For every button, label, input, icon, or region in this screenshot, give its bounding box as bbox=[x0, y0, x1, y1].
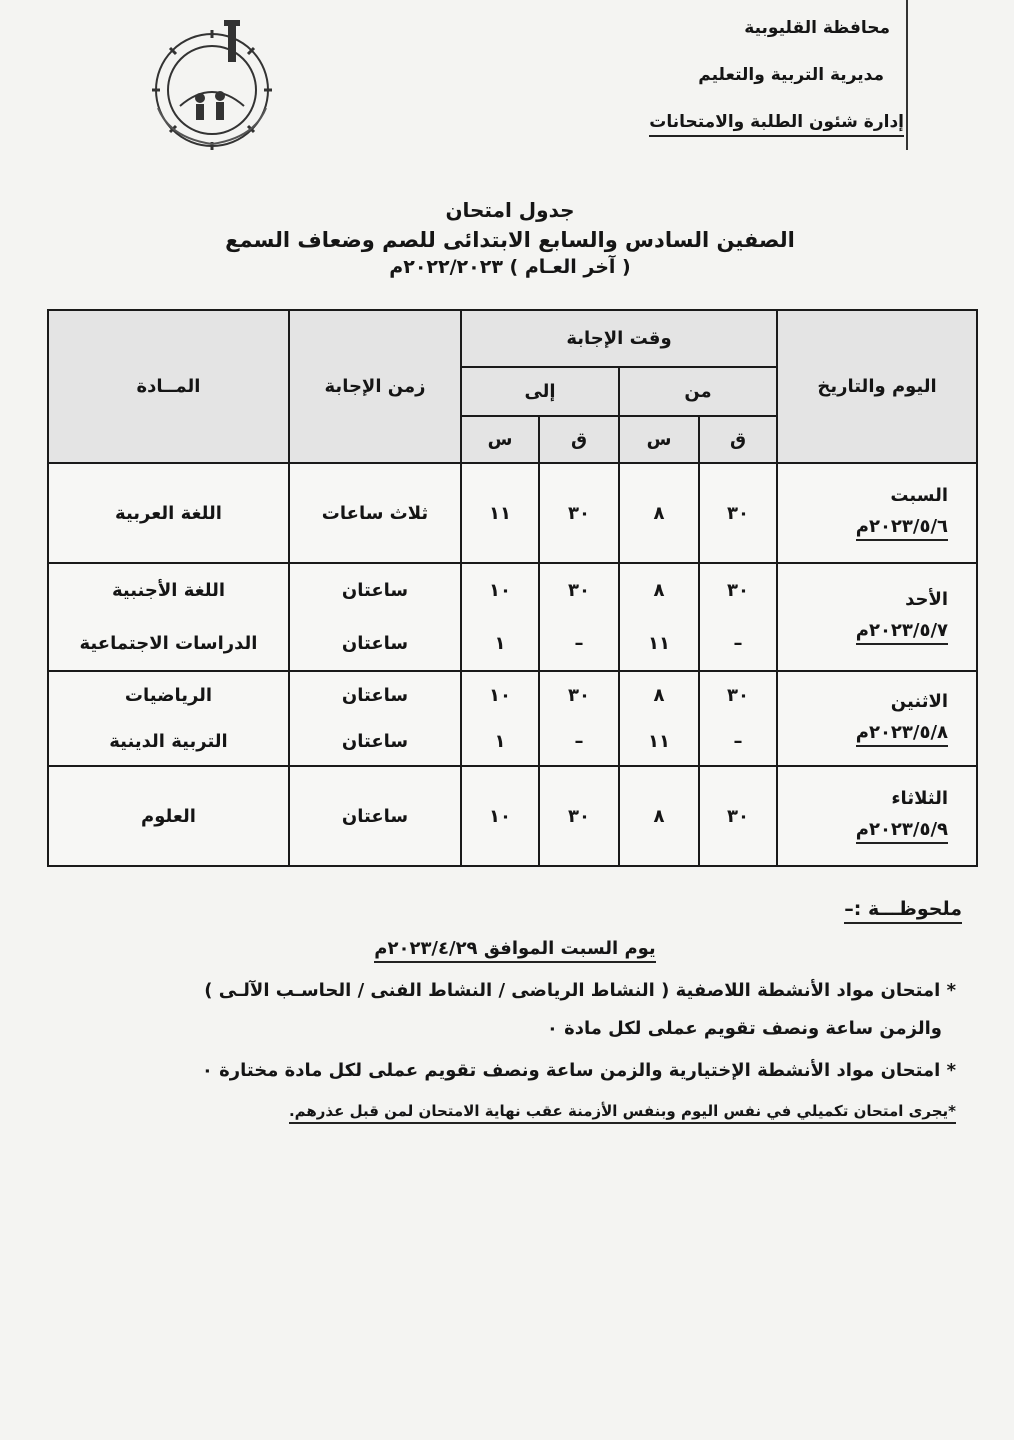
notes-date-text: يوم السبت الموافق ٢٠٢٣/٤/٢٩م bbox=[374, 938, 655, 963]
duration-cell: ثلاث ساعات bbox=[289, 463, 461, 563]
cell-value: التربية الدينية bbox=[109, 731, 228, 753]
cell-value: – bbox=[733, 731, 743, 753]
header-day-date: اليوم والتاريخ bbox=[777, 310, 977, 463]
directorate-logo bbox=[140, 18, 285, 153]
note-makeup-text: *يجرى امتحان تكميلي في نفس اليوم وبنفس الأزمنة عقب نهاية الامتحان لمن قبل عذرهم. bbox=[289, 1102, 956, 1124]
header-from-hour: س bbox=[619, 416, 699, 463]
day-name: الثلاثاء bbox=[891, 788, 949, 809]
to-hour-cell bbox=[461, 563, 539, 671]
exam-date: ٢٠٢٣/٥/٩م bbox=[856, 819, 948, 844]
header-from: من bbox=[619, 367, 777, 416]
header-answer-time: وقت الإجابة bbox=[461, 310, 777, 367]
cell-value: ١١ bbox=[648, 731, 671, 753]
letterhead bbox=[649, 18, 904, 164]
day-date-cell bbox=[777, 563, 977, 671]
cell-value: ساعتان bbox=[341, 731, 409, 753]
cell-value: ١ bbox=[494, 633, 506, 654]
cell-value: ساعتان bbox=[341, 684, 409, 706]
title-line-2: الصفين السادس والسابع الابتدائى للصم وضعاف السمع bbox=[225, 228, 795, 252]
subject-cell: العلوم bbox=[48, 766, 289, 866]
exam-date: ٢٠٢٣/٥/٦م bbox=[856, 516, 948, 541]
from-min-cell bbox=[699, 671, 777, 766]
to-hour-cell: ١٠ bbox=[461, 766, 539, 866]
day-date-cell bbox=[777, 766, 977, 866]
cell-value: ٨ bbox=[653, 684, 665, 706]
duration-cell bbox=[289, 563, 461, 671]
from-hour-cell bbox=[619, 563, 699, 671]
cell-value: الدراسات الاجتماعية bbox=[79, 633, 258, 654]
from-min-cell bbox=[699, 563, 777, 671]
day-name: الاثنين bbox=[890, 690, 949, 712]
cell-value: – bbox=[733, 633, 743, 654]
duration-cell bbox=[289, 671, 461, 766]
from-min-cell: ٣٠ bbox=[699, 463, 777, 563]
subject-cell: اللغة العربية bbox=[48, 463, 289, 563]
duration-cell: ساعتان bbox=[289, 766, 461, 866]
to-min-cell: ٣٠ bbox=[539, 766, 619, 866]
note-activities-cont: والزمن ساعة ونصف تقويم عملى لكل مادة ٠ bbox=[546, 1018, 942, 1039]
cell-value: ١١ bbox=[648, 633, 671, 654]
exam-schedule-table bbox=[47, 309, 976, 867]
to-hour-cell: ١١ bbox=[461, 463, 539, 563]
header-to-hour: س bbox=[461, 416, 539, 463]
department-label: إدارة شئون الطلبة والامتحانات bbox=[649, 112, 904, 137]
day-name: السبت bbox=[890, 485, 949, 506]
to-min-cell bbox=[539, 671, 619, 766]
from-hour-cell: ٨ bbox=[619, 766, 699, 866]
margin-line bbox=[906, 0, 908, 150]
cell-value: ٣٠ bbox=[568, 684, 591, 706]
exam-date: ٢٠٢٣/٥/٨م bbox=[856, 722, 948, 747]
title-line-1: جدول امتحان bbox=[445, 198, 575, 222]
cell-value: ٨ bbox=[653, 580, 665, 601]
cell-value: ١٠ bbox=[489, 684, 511, 706]
header-duration: زمن الإجابة bbox=[289, 310, 461, 463]
cell-value: ١٠ bbox=[489, 580, 511, 601]
to-min-cell bbox=[539, 563, 619, 671]
day-name: الأحد bbox=[905, 589, 949, 610]
cell-value: ساعتان bbox=[341, 633, 409, 654]
cell-value: الرياضيات bbox=[124, 684, 213, 706]
directorate-label: مديرية التربية والتعليم bbox=[698, 65, 884, 85]
to-min-cell: ٣٠ bbox=[539, 463, 619, 563]
note-makeup-exam bbox=[56, 1102, 956, 1120]
title-line-3: ( آخر العـام ) ٢٠٢٢/٢٠٢٣م bbox=[389, 256, 631, 278]
header-to: إلى bbox=[461, 367, 619, 416]
table-row bbox=[48, 766, 977, 866]
note-activities: * امتحان مواد الأنشطة اللاصفية ( النشاط الرياضى / النشاط الفنى / الحاسـب الآلـى ) bbox=[204, 980, 956, 1001]
from-hour-cell: ٨ bbox=[619, 463, 699, 563]
table-row bbox=[48, 671, 977, 766]
to-hour-cell bbox=[461, 671, 539, 766]
day-date-cell bbox=[777, 463, 977, 563]
cell-value: ساعتان bbox=[341, 580, 409, 601]
cell-value: – bbox=[574, 633, 584, 654]
cell-value: ٣٠ bbox=[568, 580, 591, 601]
header-from-min: ق bbox=[699, 416, 777, 463]
subject-cell bbox=[48, 671, 289, 766]
day-date-cell bbox=[777, 671, 977, 766]
note-elective: * امتحان مواد الأنشطة الإختيارية والزمن ساعة ونصف تقويم عملى لكل مادة مختارة ٠ bbox=[201, 1060, 956, 1081]
cell-value: ١ bbox=[494, 731, 506, 753]
exam-date: ٢٠٢٣/٥/٧م bbox=[856, 620, 948, 645]
cell-value: ٣٠ bbox=[727, 580, 750, 601]
cell-value: اللغة الأجنبية bbox=[111, 580, 226, 601]
table-row bbox=[48, 563, 977, 671]
notes-heading: ملحوظـــة :– bbox=[844, 898, 962, 924]
table-row bbox=[48, 463, 977, 563]
from-min-cell: ٣٠ bbox=[699, 766, 777, 866]
header-to-min: ق bbox=[539, 416, 619, 463]
notes-date-line bbox=[330, 938, 700, 959]
from-hour-cell bbox=[619, 671, 699, 766]
cell-value: ٣٠ bbox=[727, 684, 750, 706]
cell-value: – bbox=[574, 731, 584, 753]
governorate-label: محافظة القليوبية bbox=[744, 18, 890, 38]
subject-cell bbox=[48, 563, 289, 671]
document-titles bbox=[100, 198, 920, 278]
header-subject: المــادة bbox=[48, 310, 289, 463]
